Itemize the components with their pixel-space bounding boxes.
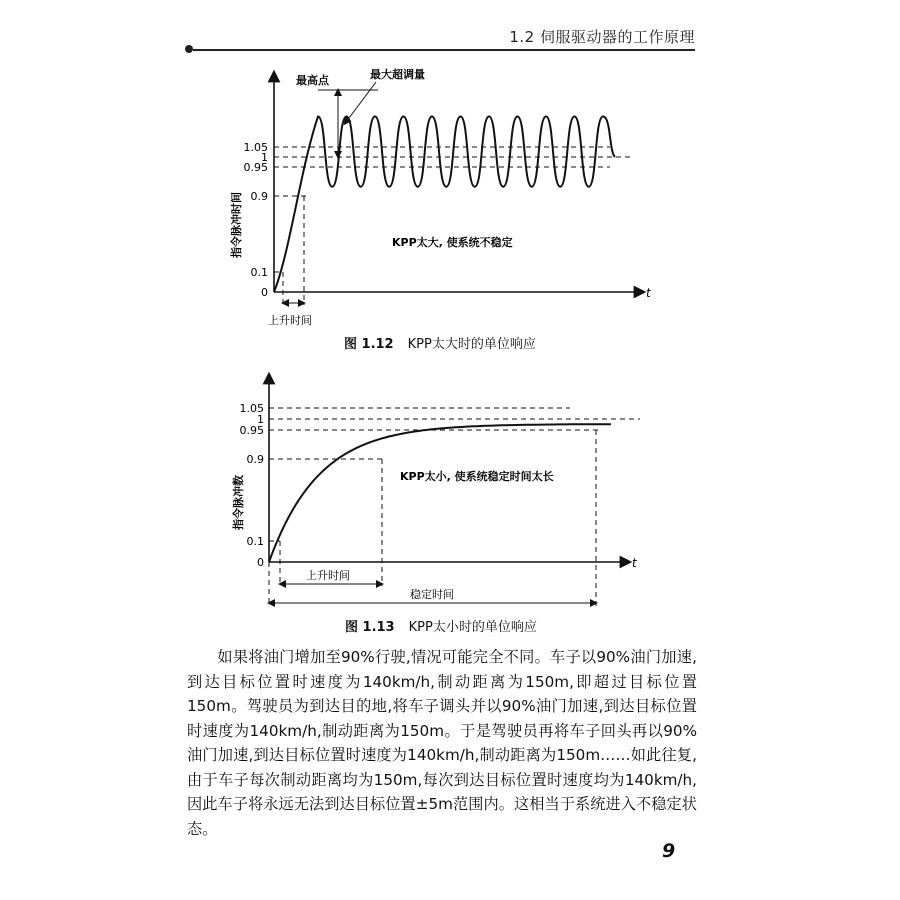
tick-label-0: 0 [257, 556, 264, 569]
tick-label-0-1: 0.1 [246, 535, 264, 548]
annotation-overshoot: 最大超调量 [370, 68, 425, 81]
section-title: 1.2 伺服驱动器的工作原理 [509, 28, 695, 46]
page-number: 9 [662, 840, 676, 862]
tick-label-0-9: 0.9 [246, 453, 264, 466]
annotation-note: KPP太大, 使系统不稳定 [392, 236, 513, 249]
body-paragraph: 如果将油门增加至90%行驶,情况可能完全不同。车子以90%油门加速,到达目标位置时速度为140km/h,制动距离为150m,即超过目标位置150m。驾驶员为到达目的地,将车子调头并以90%油门加速,到达目标位置时速度为140km/h,制动距离为150m。于是驾驶员再将车子回头再以90%油门加速,到达目标位置时速度为140km/h,制动距离为150m……如此往复,由于车子每次制动距离均为150m,每次到达目标位置时速度均为140km/h,因此车子将永远无法到达目标位置±5m范围内。这相当于系统进入不稳定状态。 [187, 648, 697, 838]
tick-label-0: 0 [261, 286, 268, 299]
caption-number: 图 1.13 [345, 620, 395, 635]
caption-text: KPP太小时的单位响应 [408, 620, 537, 635]
tick-label-1-05: 1.05 [239, 402, 264, 415]
settling-time-label: 稳定时间 [410, 588, 454, 601]
caption-text: KPP太大时的单位响应 [407, 337, 536, 352]
x-axis-label: t [646, 286, 651, 300]
rise-time-label: 上升时间 [268, 314, 312, 327]
y-axis-label: 指令脉冲时间 [230, 192, 243, 258]
tick-label-0-95: 0.95 [243, 161, 268, 174]
rise-time-label: 上升时间 [306, 569, 350, 582]
figure-1-13-caption [345, 616, 537, 635]
tick-label-1: 1 [261, 151, 268, 164]
y-axis-label: 指令脉冲数 [232, 475, 245, 530]
response-curve-slow [269, 424, 611, 562]
tick-label-0-1: 0.1 [250, 266, 268, 279]
x-axis-label: t [632, 556, 637, 570]
tick-label-0-95: 0.95 [239, 424, 264, 437]
tick-label-0-9: 0.9 [250, 190, 268, 203]
annotation-note: KPP太小, 使系统稳定时间太长 [400, 470, 554, 483]
annotation-peak: 最高点 [296, 74, 329, 87]
tick-label-1-05: 1.05 [243, 141, 268, 154]
tick-label-1: 1 [257, 413, 264, 426]
caption-number: 图 1.12 [344, 337, 394, 352]
